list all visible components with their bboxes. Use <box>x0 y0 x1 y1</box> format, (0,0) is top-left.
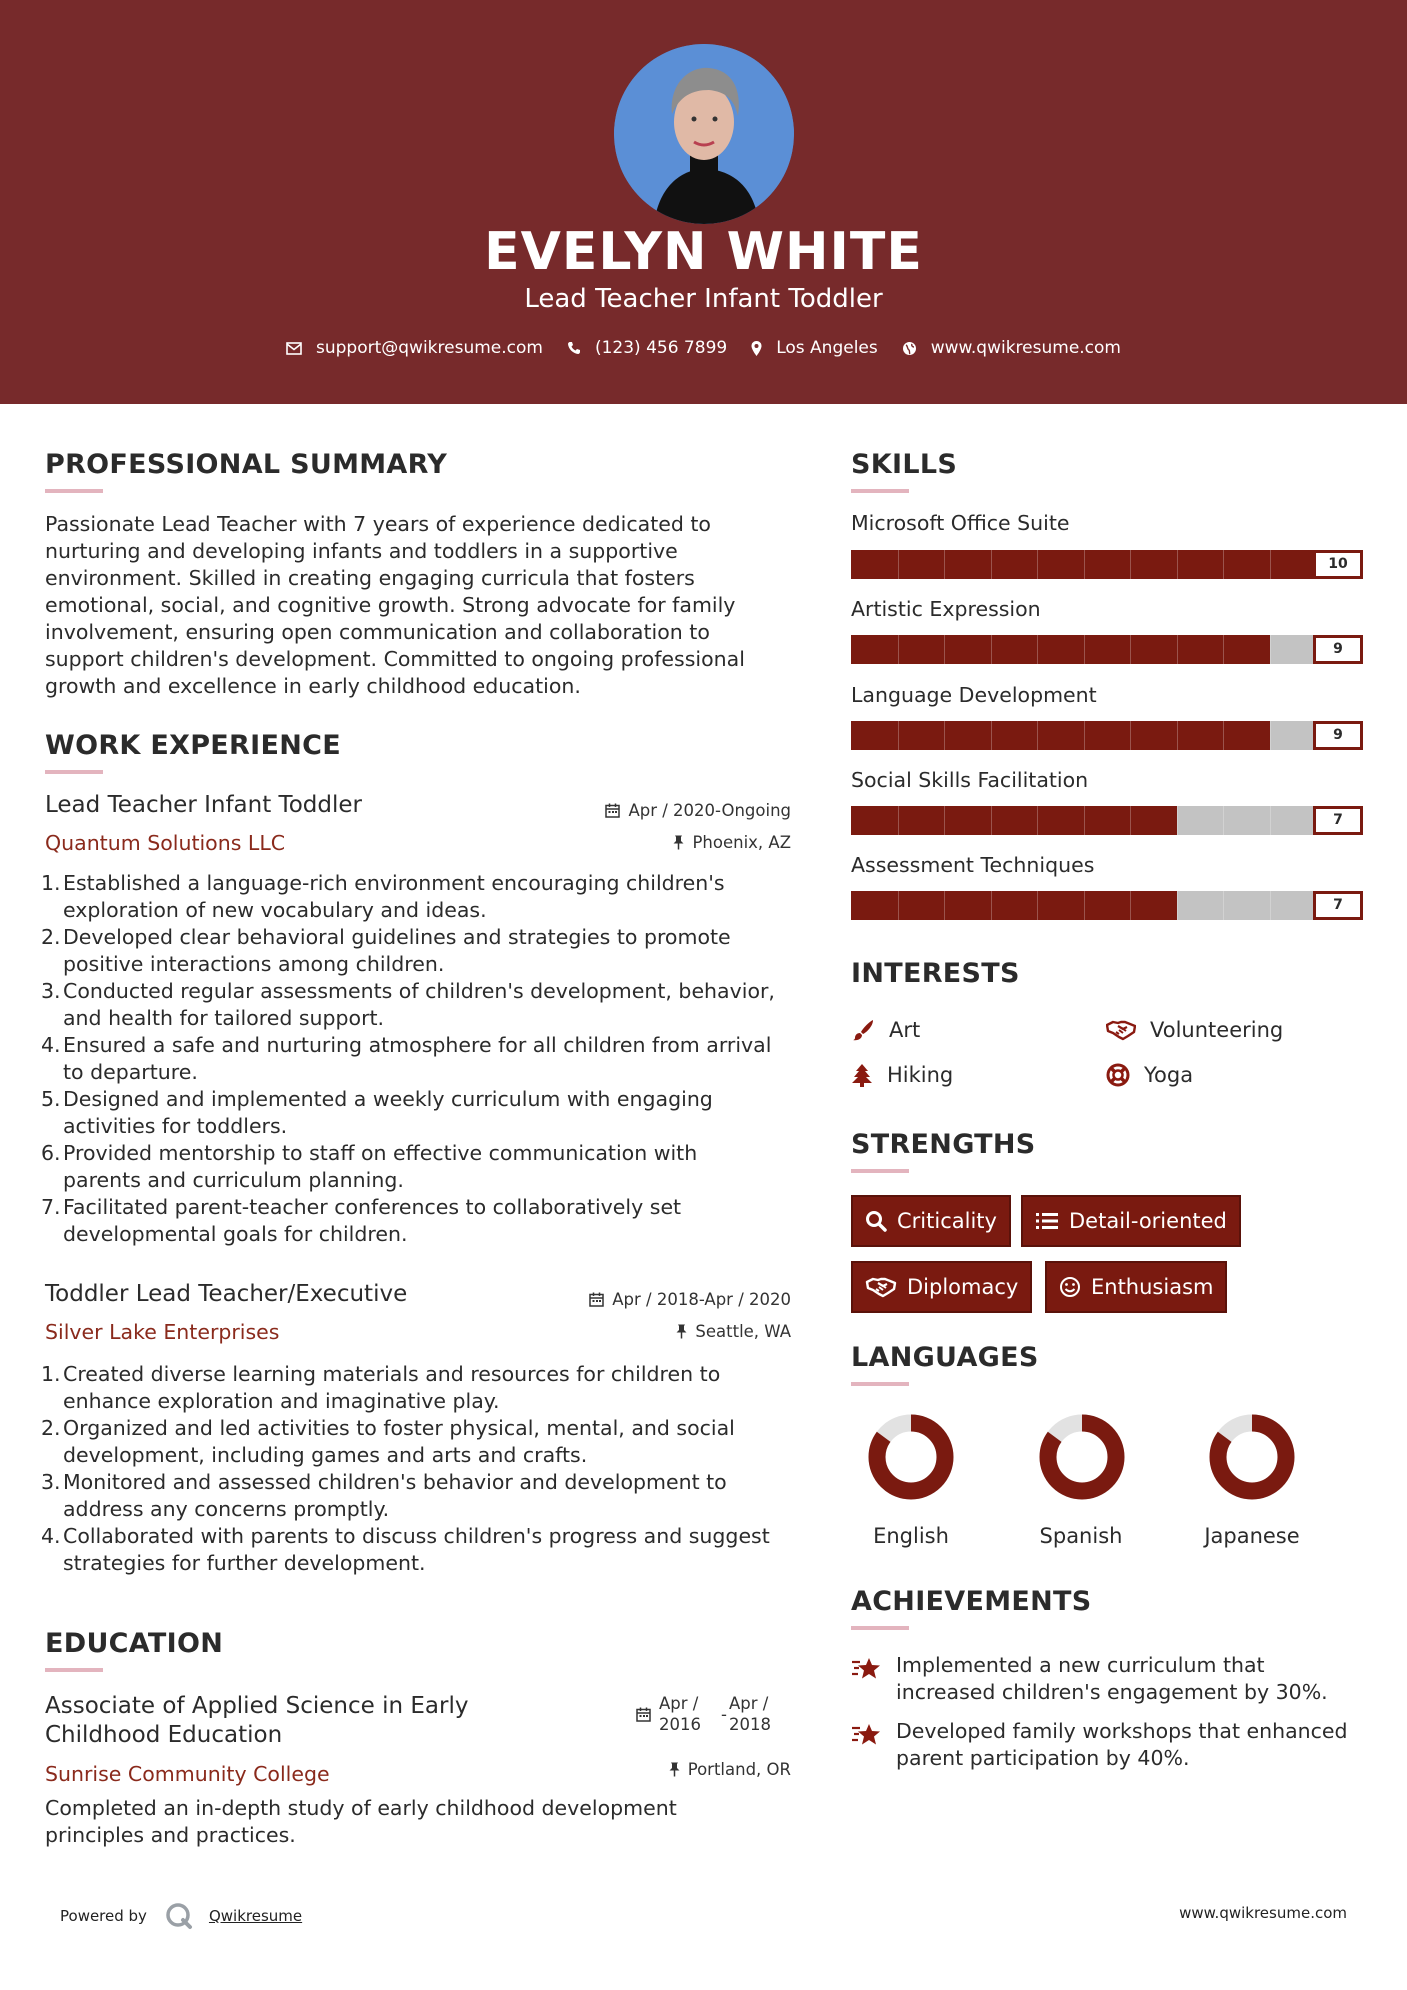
strength-label: Criticality <box>897 1209 997 1233</box>
skill-level: 9 <box>1313 635 1363 664</box>
education-start: Apr / 2016 <box>659 1694 701 1734</box>
skill-bar-segment <box>1037 721 1038 750</box>
skill-bar-segment <box>1130 891 1131 920</box>
map-marker-icon <box>751 341 762 356</box>
list-item: 2. Organized and led activities to foster physical, mental, and social development, including games and arts and crafts. <box>41 1416 735 1467</box>
skill-bar-segment <box>1270 891 1271 920</box>
powered-by-text: Powered by <box>60 1907 147 1925</box>
skill-name: Social Skills Facilitation <box>851 768 1089 792</box>
skill-bar-segment <box>991 891 992 920</box>
job-dates-text: Apr / 2020-Ongoing <box>628 801 791 820</box>
languages-underline <box>851 1382 909 1386</box>
trophy-star-icon <box>851 1656 883 1686</box>
list-item: 1. Established a language-rich environment encouraging children's exploration of new vocabulary and ideas. <box>41 871 725 922</box>
skill-bar-segment <box>1037 891 1038 920</box>
list-item: 6. Provided mentorship to staff on effective communication with parents and curriculum planning. <box>41 1141 698 1192</box>
envelope-icon <box>286 342 302 355</box>
interest-item <box>1106 1018 1283 1042</box>
skill-bar-segment <box>1084 806 1085 835</box>
education-location-text: Portland, OR <box>687 1760 791 1779</box>
language-label: Spanish <box>1039 1524 1123 1548</box>
contact-bar <box>0 338 1407 358</box>
job-company: Silver Lake Enterprises <box>45 1320 280 1344</box>
achievement-item: Developed family workshops that enhanced parent participation by 40%. <box>896 1719 1348 1770</box>
skill-bar-segment <box>1270 635 1271 664</box>
skill-bar-segment <box>1177 721 1178 750</box>
skill-bar-segment <box>898 721 899 750</box>
skill-bar-segment <box>1270 550 1271 579</box>
skill-bar <box>851 721 1363 750</box>
skill-bar-segment <box>1223 721 1224 750</box>
interest-label: Art <box>889 1018 921 1042</box>
skill-bar-segment <box>1177 806 1178 835</box>
job-bullets <box>41 1361 825 1577</box>
skill-name: Assessment Techniques <box>851 853 1095 877</box>
education-heading: EDUCATION <box>45 1628 224 1659</box>
skill-bar-segment <box>1037 550 1038 579</box>
degree-title: Associate of Applied Science in Early Childhood Education <box>45 1693 469 1748</box>
interest-label: Hiking <box>887 1063 954 1087</box>
language-donut-chart <box>1037 1412 1127 1502</box>
skill-bar-segment <box>1270 806 1271 835</box>
contact-phone[interactable] <box>567 338 727 358</box>
skill-bar-fill <box>851 635 1270 664</box>
job-dates <box>605 801 791 820</box>
list-item: 4. Collaborated with parents to discuss children's progress and suggest strategies for further development. <box>41 1524 770 1575</box>
education-location <box>669 1760 791 1779</box>
language-label: Japanese <box>1204 1524 1300 1548</box>
skill-bar-segment <box>1084 721 1085 750</box>
skill-bar-segment <box>1130 550 1131 579</box>
achievement-item: Implemented a new curriculum that increased children's engagement by 30%. <box>896 1653 1328 1704</box>
experience-heading: WORK EXPERIENCE <box>45 730 341 761</box>
skill-bar-segment <box>1223 550 1224 579</box>
summary-line: support children's development. Committed to ongoing professional <box>45 647 745 671</box>
job-location-text: Phoenix, AZ <box>692 833 791 852</box>
globe-icon <box>902 341 917 356</box>
skill-bar-segment <box>991 806 992 835</box>
summary-text <box>45 511 815 700</box>
skill-bar-segment <box>1130 635 1131 664</box>
list-item: 3. Monitored and assessed children's behavior and development to address any concerns promptly. <box>41 1470 727 1521</box>
contact-location-text: Los Angeles <box>776 338 878 358</box>
skill-bar-segment <box>1177 635 1178 664</box>
achievements-heading: ACHIEVEMENTS <box>851 1586 1092 1617</box>
paintbrush-icon <box>851 1018 875 1042</box>
profile-photo <box>614 44 794 224</box>
strength-chip <box>851 1195 1011 1247</box>
job-title: Toddler Lead Teacher/Executive <box>45 1281 408 1307</box>
skill-bar-segment <box>944 550 945 579</box>
calendar-icon <box>636 1707 651 1722</box>
strength-chip <box>1045 1261 1227 1313</box>
skill-bar-segment <box>991 635 992 664</box>
list-item: 7. Facilitated parent-teacher conferences to collaboratively set developmental goals for children. <box>41 1195 682 1246</box>
language-donut <box>1027 1412 1137 1506</box>
language-donut <box>1197 1412 1307 1506</box>
skill-bar-fill <box>851 891 1177 920</box>
job-location <box>673 833 791 852</box>
skill-bar <box>851 806 1363 835</box>
list-item: 4. Ensured a safe and nurturing atmosphere for all children from arrival to departure. <box>41 1033 772 1084</box>
skill-bar-segment <box>898 806 899 835</box>
skill-bar-segment <box>898 891 899 920</box>
skill-bar-segment <box>1223 806 1224 835</box>
education-school: Sunrise Community College <box>45 1762 330 1786</box>
strength-chip <box>851 1261 1032 1313</box>
pushpin-icon <box>669 1762 680 1777</box>
pushpin-icon <box>676 1324 687 1339</box>
skill-bar-segment <box>898 635 899 664</box>
list-item: 2. Developed clear behavioral guidelines and strategies to promote positive interactions among children. <box>41 925 731 976</box>
skill-level: 9 <box>1313 721 1363 750</box>
skill-level: 7 <box>1313 806 1363 835</box>
job-company: Quantum Solutions LLC <box>45 831 286 855</box>
list-icon <box>1035 1211 1059 1231</box>
experience-underline <box>45 770 103 774</box>
handshake-icon <box>865 1276 897 1298</box>
summary-line: nurturing and developing infants and toddlers in a supportive <box>45 539 678 563</box>
skill-bar-fill <box>851 806 1177 835</box>
skill-bar-fill <box>851 721 1270 750</box>
contact-phone-text: (123) 456 7899 <box>594 338 728 358</box>
skill-bar <box>851 550 1363 579</box>
strength-label: Diplomacy <box>907 1275 1019 1299</box>
handshake-icon <box>1106 1019 1136 1041</box>
skill-level: 7 <box>1313 891 1363 920</box>
contact-email[interactable] <box>286 338 543 358</box>
skill-name: Artistic Expression <box>851 597 1041 621</box>
candidate-role: Lead Teacher Infant Toddler <box>524 284 883 314</box>
skill-bar-segment <box>898 550 899 579</box>
summary-line: Passionate Lead Teacher with 7 years of experience dedicated to <box>45 512 711 536</box>
skill-bar-segment <box>1223 635 1224 664</box>
skill-bar <box>851 891 1363 920</box>
candidate-name: EVELYN WHITE <box>484 222 923 282</box>
interest-item <box>851 1063 953 1087</box>
job-location-text: Seattle, WA <box>695 1322 791 1341</box>
skills-heading: SKILLS <box>851 449 958 480</box>
summary-line: involvement, ensuring open communication and collaboration to <box>45 620 710 644</box>
list-item: 1. Created diverse learning materials and resources for children to enhance exploration and imaginative play. <box>41 1362 721 1413</box>
interest-item <box>851 1018 920 1042</box>
contact-website[interactable] <box>902 338 1121 358</box>
skill-bar-segment <box>944 891 945 920</box>
calendar-icon <box>589 1292 604 1307</box>
skill-bar-segment <box>1223 891 1224 920</box>
language-donut-chart <box>866 1412 956 1502</box>
languages-heading: LANGUAGES <box>851 1342 1039 1373</box>
language-donut-chart <box>1207 1412 1297 1502</box>
language-donut <box>856 1412 966 1506</box>
skills-underline <box>851 489 909 493</box>
lifering-icon <box>1106 1063 1130 1087</box>
job-location <box>676 1322 791 1341</box>
strengths-heading: STRENGTHS <box>851 1129 1036 1160</box>
achievements-underline <box>851 1626 909 1630</box>
language-label: English <box>873 1524 949 1548</box>
qwikresume-logo-icon <box>163 1900 195 1932</box>
summary-line: emotional, social, and cognitive growth. Strong advocate for family <box>45 593 736 617</box>
skill-bar-segment <box>1084 891 1085 920</box>
summary-line: growth and excellence in early childhood education. <box>45 674 581 698</box>
skill-bar-segment <box>944 635 945 664</box>
strength-label: Detail-oriented <box>1069 1209 1227 1233</box>
skill-bar-segment <box>944 806 945 835</box>
summary-underline <box>45 489 103 493</box>
skill-bar-segment <box>991 721 992 750</box>
strength-label: Enthusiasm <box>1091 1275 1214 1299</box>
education-dates <box>636 1693 771 1735</box>
trophy-star-icon <box>851 1722 883 1752</box>
qwikresume-link[interactable]: Qwikresume <box>208 1907 303 1925</box>
job-dates-text: Apr / 2018-Apr / 2020 <box>612 1290 791 1309</box>
smile-icon <box>1059 1276 1081 1298</box>
interest-item <box>1106 1063 1193 1087</box>
skill-bar-segment <box>1037 635 1038 664</box>
skill-bar-segment <box>1177 550 1178 579</box>
contact-location <box>751 338 878 358</box>
skill-bar-segment <box>944 721 945 750</box>
skill-bar <box>851 635 1363 664</box>
interest-label: Yoga <box>1144 1063 1194 1087</box>
list-item: 3. Conducted regular assessments of children's development, behavior, and health for tailored support. <box>41 979 775 1030</box>
job-bullets <box>41 870 825 1248</box>
strengths-underline <box>851 1169 909 1173</box>
summary-heading: PROFESSIONAL SUMMARY <box>45 449 448 480</box>
strength-chip <box>1021 1195 1241 1247</box>
education-end: Apr / 2018 <box>728 1694 771 1734</box>
interest-label: Volunteering <box>1150 1018 1284 1042</box>
list-item: 5. Designed and implemented a weekly curriculum with engaging activities for toddlers. <box>41 1087 713 1138</box>
phone-icon <box>567 341 581 355</box>
skill-name: Microsoft Office Suite <box>851 511 1070 535</box>
calendar-icon <box>605 803 620 818</box>
education-description: Completed an in-depth study of early childhood development principles and practices. <box>45 1796 677 1847</box>
job-title: Lead Teacher Infant Toddler <box>45 792 362 818</box>
skill-bar-segment <box>1037 806 1038 835</box>
skill-name: Language Development <box>851 683 1097 707</box>
skill-bar-segment <box>1084 635 1085 664</box>
footer-website[interactable]: www.qwikresume.com <box>1179 1904 1347 1922</box>
skill-bar-segment <box>1177 891 1178 920</box>
date-separator: - <box>721 1704 727 1724</box>
tree-icon <box>851 1063 873 1087</box>
footer-powered <box>60 1900 302 1932</box>
job-dates <box>589 1290 791 1309</box>
pushpin-icon <box>673 835 684 850</box>
resume-header <box>0 0 1407 404</box>
education-underline <box>45 1668 103 1672</box>
search-icon <box>865 1210 887 1232</box>
skill-level: 10 <box>1313 550 1363 579</box>
skill-bar-segment <box>991 550 992 579</box>
summary-line: environment. Skilled in creating engaging curricula that fosters <box>45 566 695 590</box>
contact-website-text: www.qwikresume.com <box>930 338 1121 358</box>
interests-heading: INTERESTS <box>851 958 1020 989</box>
skill-bar-segment <box>1084 550 1085 579</box>
skill-bar-segment <box>1270 721 1271 750</box>
skill-bar-segment <box>1130 721 1131 750</box>
skill-bar-segment <box>1130 806 1131 835</box>
contact-email-text: support@qwikresume.com <box>316 338 543 358</box>
